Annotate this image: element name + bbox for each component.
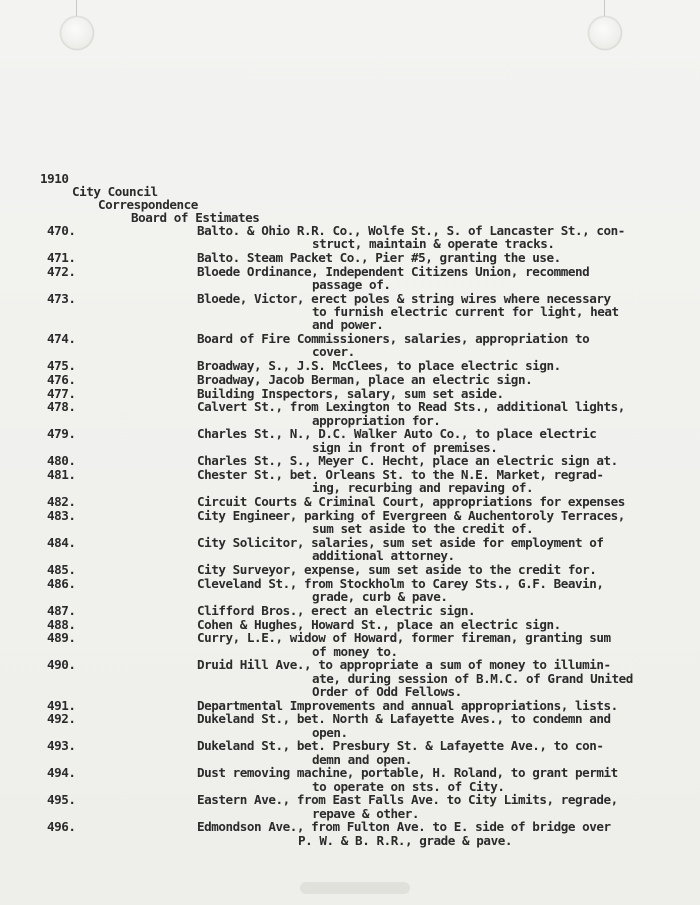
header-city-council: City Council bbox=[72, 184, 158, 199]
entry-number: 477. bbox=[47, 385, 76, 401]
entry-text: Balto. & Ohio R.R. Co., Wolfe St., S. of Lancaster St., con- bbox=[197, 223, 625, 238]
entry-text-continuation: ing, recurbing and repaving of. bbox=[312, 480, 534, 496]
entry-text: Clifford Bros., erect an electric sign. bbox=[197, 602, 476, 618]
entry-text: City Engineer, parking of Evergreen & Auchentoroly Terraces, bbox=[197, 508, 625, 523]
entry-text-continuation: demn and open. bbox=[312, 751, 412, 767]
entry-text-continuation: sum set aside to the credit of. bbox=[312, 521, 534, 537]
entry-number: 483. bbox=[47, 508, 76, 523]
entry-text: Balto. Steam Packet Co., Pier #5, granting the use. bbox=[197, 250, 561, 265]
entry-number: 496. bbox=[47, 819, 76, 835]
entry-number: 494. bbox=[47, 765, 76, 781]
entry-number: 487. bbox=[47, 602, 76, 618]
header-correspondence: Correspondence bbox=[98, 197, 198, 212]
header-year: 1910 bbox=[40, 171, 69, 186]
header-board-of-estimates: Board of Estimates bbox=[131, 210, 260, 225]
entry-number: 490. bbox=[47, 657, 76, 673]
entry-text-continuation: passage of. bbox=[312, 277, 391, 292]
entry-text: Eastern Ave., from East Falls Ave. to City Limits, regrade, bbox=[197, 792, 618, 808]
entry-text-continuation: ate, during session of B.M.C. of Grand United bbox=[312, 670, 633, 686]
entry-text-continuation: additional attorney. bbox=[312, 548, 455, 564]
paper-smudge bbox=[300, 882, 410, 894]
entry-number: 480. bbox=[47, 453, 76, 469]
entry-number: 479. bbox=[47, 426, 76, 442]
entry-text: Dust removing machine, portable, H. Roland, to grant permit bbox=[197, 765, 618, 781]
entry-text: City Surveyor, expense, sum set aside to the credit for. bbox=[197, 562, 597, 577]
entry-text-continuation: struct, maintain & operate tracks. bbox=[312, 236, 555, 252]
entry-text-continuation: P. W. & B. R.R., grade & pave. bbox=[298, 832, 512, 848]
entry-number: 489. bbox=[47, 630, 76, 646]
entry-text-continuation: to operate on sts. of City. bbox=[312, 778, 505, 794]
entry-number: 475. bbox=[47, 358, 76, 373]
entry-text: Departmental Improvements and annual appropriations, lists. bbox=[197, 697, 618, 713]
entry-text-continuation: sign in front of premises. bbox=[312, 439, 498, 455]
entry-number: 481. bbox=[47, 467, 76, 483]
entry-text: Building Inspectors, salary, sum set aside. bbox=[197, 385, 504, 401]
entry-text: Charles St., S., Meyer C. Hecht, place an electric sign at. bbox=[197, 453, 618, 469]
entry-number: 473. bbox=[47, 290, 76, 306]
entry-number: 493. bbox=[47, 738, 76, 754]
entry-text: Broadway, S., J.S. McClees, to place electric sign. bbox=[197, 358, 561, 373]
entry-text: Cohen & Hughes, Howard St., place an electric sign. bbox=[197, 616, 561, 632]
entry-text-continuation: Order of Odd Fellows. bbox=[312, 683, 462, 699]
entry-number: 495. bbox=[47, 792, 76, 808]
entry-number: 478. bbox=[47, 399, 76, 415]
entry-text-continuation: of money to. bbox=[312, 643, 398, 659]
entry-text: Cleveland St., from Stockholm to Carey Sts., G.F. Beavin, bbox=[197, 575, 604, 591]
entry-number: 486. bbox=[47, 575, 76, 591]
entry-text-continuation: repave & other. bbox=[312, 805, 419, 821]
entry-text: Dukeland St., bet. Presbury St. & Lafayette Ave., to con- bbox=[197, 738, 604, 754]
entry-number: 476. bbox=[47, 371, 76, 387]
entry-number: 484. bbox=[47, 535, 76, 550]
entry-text-continuation: to furnish electric current for light, heat bbox=[312, 304, 619, 319]
entry-number: 474. bbox=[47, 331, 76, 346]
entry-number: 472. bbox=[47, 263, 76, 279]
entry-text-continuation: appropriation for. bbox=[312, 412, 441, 428]
entry-number: 471. bbox=[47, 250, 76, 265]
entry-text-continuation: open. bbox=[312, 724, 348, 740]
entry-text: Edmondson Ave., from Fulton Ave. to E. side of bridge over bbox=[197, 819, 611, 835]
entry-number: 485. bbox=[47, 562, 76, 577]
entry-text: Charles St., N., D.C. Walker Auto Co., to place electric bbox=[197, 426, 597, 442]
entry-number: 488. bbox=[47, 616, 76, 632]
entry-text: Broadway, Jacob Berman, place an electric sign. bbox=[197, 371, 533, 387]
entry-number: 491. bbox=[47, 697, 76, 713]
entry-number: 492. bbox=[47, 711, 76, 727]
entry-text: City Solicitor, salaries, sum set aside for employment of bbox=[197, 535, 604, 550]
entry-number: 470. bbox=[47, 223, 76, 238]
entry-text: Bloede Ordinance, Independent Citizens Union, recommend bbox=[197, 263, 590, 279]
entry-text: Circuit Courts & Criminal Court, appropriations for expenses bbox=[197, 494, 625, 510]
entry-text: Board of Fire Commissioners, salaries, appropriation to bbox=[197, 331, 590, 346]
entry-text: Druid Hill Ave., to appropriate a sum of money to illumin- bbox=[197, 657, 611, 673]
entry-text: Dukeland St., bet. North & Lafayette Aves., to condemn and bbox=[197, 711, 611, 727]
entry-text: Curry, L.E., widow of Howard, former fireman, granting sum bbox=[197, 630, 611, 646]
entry-text: Calvert St., from Lexington to Read Sts., additional lights, bbox=[197, 399, 625, 415]
entry-text-continuation: grade, curb & pave. bbox=[312, 589, 448, 604]
entry-number: 482. bbox=[47, 494, 76, 510]
entry-text: Bloede, Victor, erect poles & string wires where necessary bbox=[197, 290, 611, 306]
entry-text-continuation: and power. bbox=[312, 317, 384, 333]
entry-text: Chester St., bet. Orleans St. to the N.E. Market, regrad- bbox=[197, 467, 604, 483]
entry-text-continuation: cover. bbox=[312, 344, 355, 360]
